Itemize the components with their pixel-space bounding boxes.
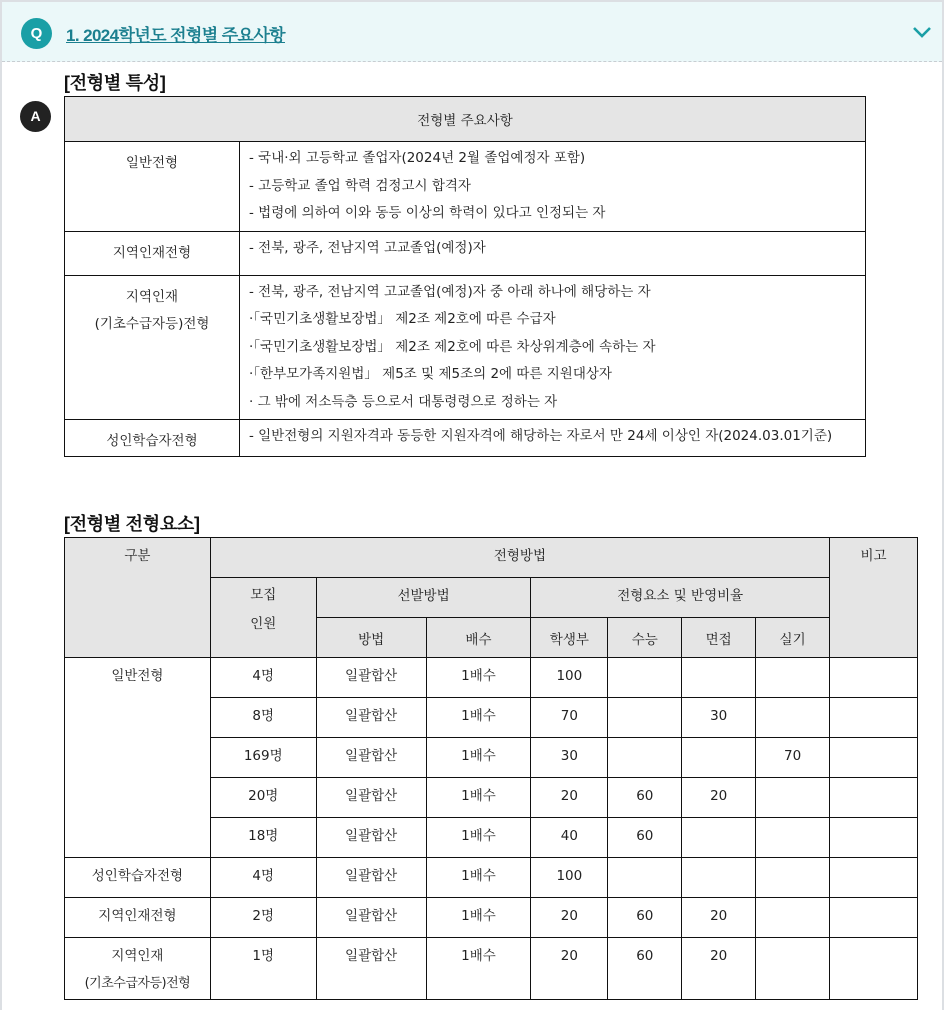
- header-multiple: 배수: [426, 618, 531, 658]
- header-quota-line: 인원: [250, 616, 277, 632]
- eligibility-line: - 국내·외 고등학교 졸업자(2024년 2월 졸업예정자 포함): [249, 150, 586, 166]
- table-row: [65, 898, 918, 938]
- eligibility-line: - 고등학교 졸업 학력 검정고시 합격자: [249, 177, 471, 194]
- csat-cell: [608, 658, 682, 698]
- remarks-cell: [830, 698, 918, 738]
- eligibility-line: · 그 밖에 저소득층 등으로서 대통령령으로 정하는 자: [249, 393, 558, 410]
- eligibility-line: ·「국민기초생활보장법」 제2조 제2호에 따른 차상위계층에 속하는 자: [249, 338, 656, 355]
- header-remarks: 비고: [830, 538, 918, 658]
- eligibility-cell: [240, 142, 866, 232]
- category-line: 지역인재: [111, 948, 164, 964]
- multiple-cell: 1배수: [426, 658, 531, 698]
- header-row: [65, 538, 918, 578]
- quota-cell: 18명: [210, 818, 316, 858]
- remarks-cell: [830, 858, 918, 898]
- multiple-cell: 1배수: [426, 858, 531, 898]
- quota-cell: 4명: [210, 858, 316, 898]
- quota-cell: 2명: [210, 898, 316, 938]
- admission-elements-table: [64, 537, 918, 1000]
- admission-type: [65, 275, 240, 420]
- header-method: 방법: [316, 618, 426, 658]
- record-cell: 70: [531, 698, 608, 738]
- table-row: [65, 938, 918, 1000]
- method-cell: 일괄합산: [316, 658, 426, 698]
- admission-characteristics-table: [64, 96, 866, 457]
- quota-cell: 8명: [210, 698, 316, 738]
- admission-type: 성인학습자전형: [65, 420, 240, 457]
- header-quota-line: 모집: [250, 587, 277, 603]
- multiple-cell: 1배수: [426, 818, 531, 858]
- admission-type-line: 지역인재: [125, 288, 179, 305]
- eligibility-cell: [240, 420, 866, 457]
- interview-cell: [682, 858, 756, 898]
- table-row: [65, 658, 918, 698]
- record-cell: 100: [531, 658, 608, 698]
- eligibility-line: - 전북, 광주, 전남지역 고교졸업(예정)자: [249, 239, 486, 256]
- practical-cell: [756, 658, 830, 698]
- eligibility-cell: [240, 231, 866, 275]
- interview-cell: 30: [682, 698, 756, 738]
- eligibility-line: - 일반전형의 지원자격과 동등한 지원자격에 해당하는 자로서 만 24세 이상인 자(2024.03.01기준): [249, 428, 833, 444]
- header-quota: [210, 578, 316, 658]
- remarks-cell: [830, 658, 918, 698]
- csat-cell: 60: [608, 938, 682, 1000]
- interview-cell: 20: [682, 778, 756, 818]
- method-cell: 일괄합산: [316, 858, 426, 898]
- practical-cell: [756, 778, 830, 818]
- header-category: 구분: [65, 538, 211, 658]
- csat-cell: 60: [608, 898, 682, 938]
- category-line: (기초수급자등)전형: [84, 976, 191, 991]
- admission-type: 일반전형: [65, 142, 240, 232]
- category-cell: 성인학습자전형: [65, 858, 211, 898]
- interview-cell: [682, 738, 756, 778]
- record-cell: 40: [531, 818, 608, 858]
- interview-cell: [682, 658, 756, 698]
- csat-cell: 60: [608, 818, 682, 858]
- multiple-cell: 1배수: [426, 938, 531, 1000]
- remarks-cell: [830, 778, 918, 818]
- multiple-cell: 1배수: [426, 778, 531, 818]
- header-csat: 수능: [608, 618, 682, 658]
- eligibility-line: - 법령에 의하여 이와 동등 이상의 학력이 있다고 인정되는 자: [249, 205, 606, 221]
- category-cell: [65, 938, 211, 1000]
- answer-badge: A: [20, 101, 51, 132]
- record-cell: 20: [531, 778, 608, 818]
- method-cell: 일괄합산: [316, 698, 426, 738]
- header-method-group: 전형방법: [210, 538, 829, 578]
- section-title-characteristics: [전형별 특성]: [64, 73, 166, 93]
- header-selection: 선발방법: [316, 578, 531, 618]
- method-cell: 일괄합산: [316, 938, 426, 1000]
- header-interview: 면접: [682, 618, 756, 658]
- admission-type-line: (기초수급자등)전형: [94, 316, 210, 332]
- interview-cell: 20: [682, 898, 756, 938]
- header-practical: 실기: [756, 618, 830, 658]
- eligibility-cell: [240, 275, 866, 420]
- method-cell: 일괄합산: [316, 898, 426, 938]
- multiple-cell: 1배수: [426, 738, 531, 778]
- practical-cell: [756, 898, 830, 938]
- csat-cell: 60: [608, 778, 682, 818]
- record-cell: 20: [531, 938, 608, 1000]
- question-title-link[interactable]: 1. 2024학년도 전형별 주요사항: [66, 26, 285, 45]
- eligibility-line: ·「한부모가족지원법」 제5조 및 제5조의 2에 따른 지원대상자: [249, 366, 612, 382]
- category-cell: 지역인재전형: [65, 898, 211, 938]
- practical-cell: [756, 818, 830, 858]
- record-cell: 30: [531, 738, 608, 778]
- remarks-cell: [830, 938, 918, 1000]
- remarks-cell: [830, 738, 918, 778]
- question-badge: Q: [21, 18, 52, 49]
- table-row: [65, 858, 918, 898]
- chevron-down-icon[interactable]: [911, 24, 933, 40]
- interview-cell: 20: [682, 938, 756, 1000]
- eligibility-line: - 전북, 광주, 전남지역 고교졸업(예정)자 중 아래 하나에 해당하는 자: [249, 283, 651, 300]
- method-cell: 일괄합산: [316, 818, 426, 858]
- remarks-cell: [830, 898, 918, 938]
- quota-cell: 169명: [210, 738, 316, 778]
- section-title-elements: [전형별 전형요소]: [64, 514, 200, 534]
- csat-cell: [608, 858, 682, 898]
- quota-cell: 4명: [210, 658, 316, 698]
- header-elements: 전형요소 및 반영비율: [531, 578, 830, 618]
- eligibility-line: ·「국민기초생활보장법」 제2조 제2호에 따른 수급자: [249, 311, 556, 327]
- method-cell: 일괄합산: [316, 778, 426, 818]
- practical-cell: 70: [756, 738, 830, 778]
- header-record: 학생부: [531, 618, 608, 658]
- csat-cell: [608, 738, 682, 778]
- practical-cell: [756, 938, 830, 1000]
- multiple-cell: 1배수: [426, 698, 531, 738]
- table-row: [65, 142, 866, 232]
- interview-cell: [682, 818, 756, 858]
- category-cell: 일반전형: [65, 658, 211, 858]
- method-cell: 일괄합산: [316, 738, 426, 778]
- table-header-row: [65, 97, 866, 142]
- practical-cell: [756, 858, 830, 898]
- record-cell: 100: [531, 858, 608, 898]
- table-row: [65, 420, 866, 457]
- practical-cell: [756, 698, 830, 738]
- quota-cell: 1명: [210, 938, 316, 1000]
- admission-type: 지역인재전형: [65, 231, 240, 275]
- table-row: [65, 231, 866, 275]
- csat-cell: [608, 698, 682, 738]
- table-header: 전형별 주요사항: [65, 97, 866, 142]
- multiple-cell: 1배수: [426, 898, 531, 938]
- record-cell: 20: [531, 898, 608, 938]
- table-row: [65, 275, 866, 420]
- quota-cell: 20명: [210, 778, 316, 818]
- remarks-cell: [830, 818, 918, 858]
- faq-question-bar[interactable]: [2, 2, 942, 62]
